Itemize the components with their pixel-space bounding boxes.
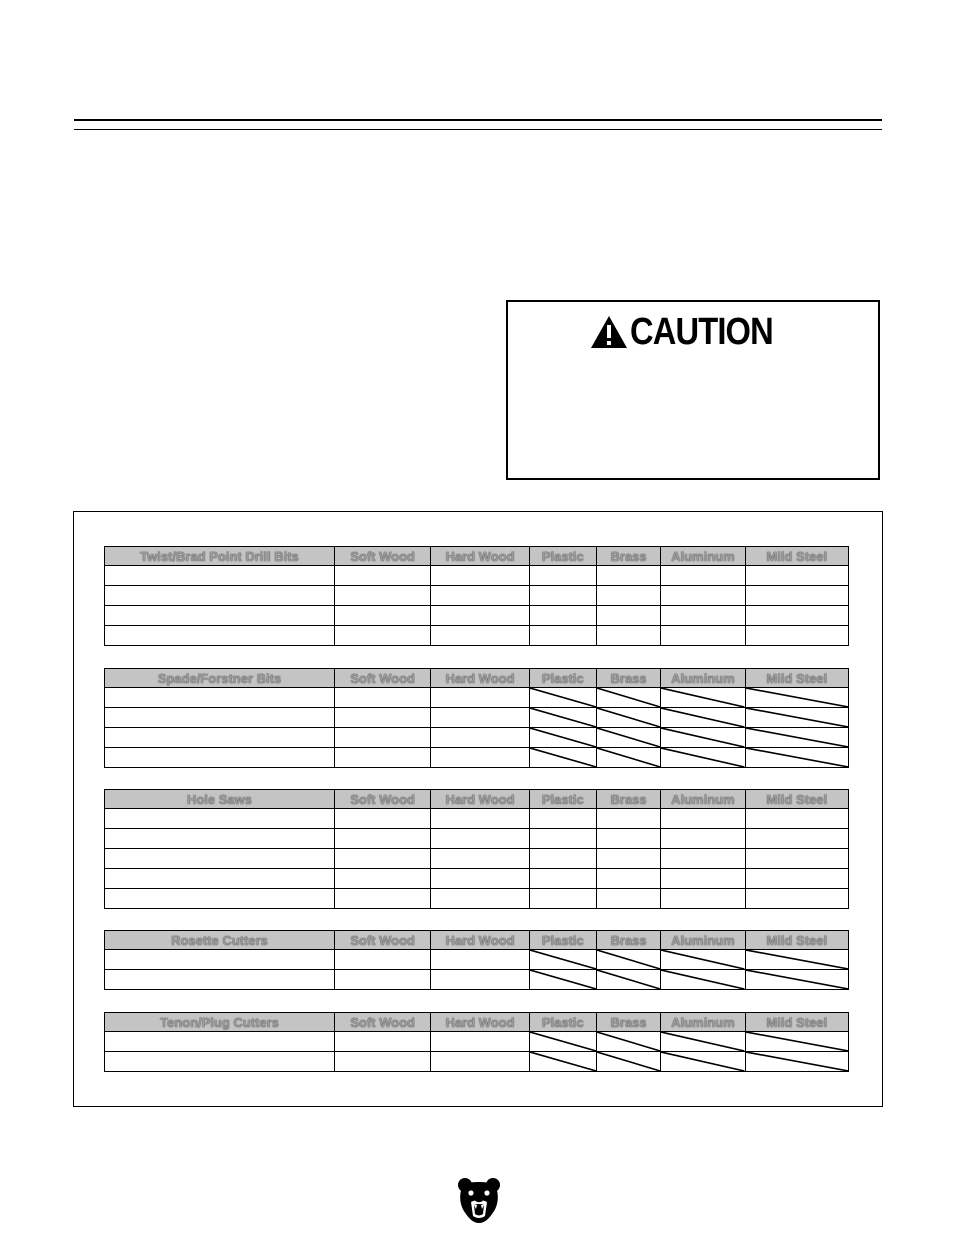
table-row: [105, 869, 849, 889]
table-cell: [529, 869, 596, 889]
table-row: [105, 829, 849, 849]
table-cell: [105, 1032, 335, 1052]
not-applicable-cell: [745, 728, 848, 748]
table-cell: [431, 626, 529, 646]
soft-wood-header: Soft Wood: [334, 790, 430, 809]
table-cell: [431, 809, 529, 829]
table-cell: [529, 606, 596, 626]
not-applicable-cell: [745, 748, 848, 768]
not-applicable-cell: [661, 688, 745, 708]
diagonal-slash-icon: [746, 970, 848, 989]
table-cell: [745, 626, 848, 646]
table-cell: [661, 626, 745, 646]
plastic-header: Plastic: [529, 790, 596, 809]
not-applicable-cell: [661, 970, 745, 990]
table-cell: [334, 748, 430, 768]
diagonal-slash-icon: [661, 748, 744, 767]
table-cell: [105, 566, 335, 586]
table-cell: [661, 566, 745, 586]
aluminum-header: Aluminum: [661, 1013, 745, 1032]
table-cell: [431, 849, 529, 869]
hard-wood-header: Hard Wood: [431, 931, 529, 950]
table-row: [105, 849, 849, 869]
table-row: [105, 586, 849, 606]
table-cell: [596, 586, 660, 606]
table-cell: [105, 748, 335, 768]
table-row: [105, 970, 849, 990]
table-cell: [334, 586, 430, 606]
table-cell: [529, 889, 596, 909]
table-cell: [431, 708, 529, 728]
table-cell: [334, 728, 430, 748]
table-cell: [431, 829, 529, 849]
not-applicable-cell: [745, 688, 848, 708]
table-row: [105, 1032, 849, 1052]
table-cell: [334, 566, 430, 586]
mild-steel-header: Mild Steel: [745, 790, 848, 809]
table-cell: [105, 970, 335, 990]
diagonal-slash-icon: [597, 708, 660, 727]
tool-type-header: Hole Saws: [105, 790, 335, 809]
table-cell: [661, 849, 745, 869]
table-cell: [105, 849, 335, 869]
diagonal-slash-icon: [746, 950, 848, 969]
mild-steel-header: Mild Steel: [745, 1013, 848, 1032]
plastic-header: Plastic: [529, 1013, 596, 1032]
table-row: [105, 1052, 849, 1072]
table-cell: [596, 829, 660, 849]
tool-type-header: Spade/Forstner Bits: [105, 669, 335, 688]
diagonal-slash-icon: [597, 970, 660, 989]
table-cell: [105, 829, 335, 849]
diagonal-slash-icon: [597, 688, 660, 707]
table-cell: [431, 586, 529, 606]
table-cell: [529, 849, 596, 869]
diagonal-slash-icon: [597, 1052, 660, 1071]
diagonal-slash-icon: [746, 748, 848, 767]
not-applicable-cell: [596, 970, 660, 990]
diagonal-slash-icon: [530, 950, 596, 969]
not-applicable-cell: [745, 1032, 848, 1052]
mild-steel-header: Mild Steel: [745, 931, 848, 950]
table-cell: [334, 970, 430, 990]
not-applicable-cell: [661, 1052, 745, 1072]
table-cell: [105, 809, 335, 829]
speed-table-4: [104, 930, 849, 990]
plastic-header: Plastic: [529, 931, 596, 950]
table-cell: [105, 626, 335, 646]
table-cell: [661, 586, 745, 606]
table-cell: [431, 1052, 529, 1072]
table-cell: [431, 970, 529, 990]
table-cell: [334, 708, 430, 728]
table-cell: [661, 869, 745, 889]
table-cell: [334, 849, 430, 869]
tool-type-header: Rosette Cutters: [105, 931, 335, 950]
not-applicable-cell: [596, 728, 660, 748]
not-applicable-cell: [529, 1052, 596, 1072]
table-cell: [529, 586, 596, 606]
aluminum-header: Aluminum: [661, 931, 745, 950]
table-cell: [745, 566, 848, 586]
diagonal-slash-icon: [530, 708, 596, 727]
table-cell: [105, 708, 335, 728]
not-applicable-cell: [661, 950, 745, 970]
diagonal-slash-icon: [661, 1052, 744, 1071]
table-cell: [529, 566, 596, 586]
aluminum-header: Aluminum: [661, 669, 745, 688]
brass-header: Brass: [596, 790, 660, 809]
table-cell: [529, 626, 596, 646]
table-cell: [334, 1052, 430, 1072]
not-applicable-cell: [745, 708, 848, 728]
brass-header: Brass: [596, 1013, 660, 1032]
table-cell: [334, 889, 430, 909]
diagonal-slash-icon: [746, 1052, 848, 1071]
diagonal-slash-icon: [661, 970, 744, 989]
not-applicable-cell: [745, 970, 848, 990]
table-cell: [105, 950, 335, 970]
diagonal-slash-icon: [530, 1052, 596, 1071]
not-applicable-cell: [529, 970, 596, 990]
diagonal-slash-icon: [530, 1032, 596, 1051]
soft-wood-header: Soft Wood: [334, 547, 430, 566]
table-cell: [529, 809, 596, 829]
table-cell: [431, 950, 529, 970]
table-cell: [431, 1032, 529, 1052]
diagonal-slash-icon: [597, 1032, 660, 1051]
not-applicable-cell: [596, 708, 660, 728]
not-applicable-cell: [596, 748, 660, 768]
not-applicable-cell: [596, 1052, 660, 1072]
not-applicable-cell: [745, 950, 848, 970]
table-cell: [105, 869, 335, 889]
hard-wood-header: Hard Wood: [431, 669, 529, 688]
table-cell: [745, 869, 848, 889]
table-cell: [596, 626, 660, 646]
diagonal-slash-icon: [530, 728, 596, 747]
soft-wood-header: Soft Wood: [334, 1013, 430, 1032]
table-cell: [596, 869, 660, 889]
table-cell: [334, 1032, 430, 1052]
table-row: [105, 688, 849, 708]
warning-triangle-icon: [590, 315, 628, 349]
tool-type-header: Twist/Brad Point Drill Bits: [105, 547, 335, 566]
table-cell: [661, 809, 745, 829]
table-cell: [661, 606, 745, 626]
table-cell: [661, 889, 745, 909]
not-applicable-cell: [596, 688, 660, 708]
diagonal-slash-icon: [746, 728, 848, 747]
not-applicable-cell: [529, 1032, 596, 1052]
table-cell: [529, 829, 596, 849]
table-row: [105, 950, 849, 970]
table-cell: [745, 829, 848, 849]
brass-header: Brass: [596, 669, 660, 688]
not-applicable-cell: [596, 1032, 660, 1052]
table-row: [105, 748, 849, 768]
table-cell: [105, 1052, 335, 1072]
table-cell: [105, 688, 335, 708]
diagonal-slash-icon: [746, 708, 848, 727]
table-cell: [745, 606, 848, 626]
not-applicable-cell: [661, 1032, 745, 1052]
speed-table-2: [104, 668, 849, 768]
hard-wood-header: Hard Wood: [431, 790, 529, 809]
caution-box: [506, 300, 880, 480]
table-cell: [334, 688, 430, 708]
not-applicable-cell: [529, 950, 596, 970]
table-cell: [431, 606, 529, 626]
not-applicable-cell: [529, 728, 596, 748]
table-row: [105, 606, 849, 626]
table-row: [105, 889, 849, 909]
diagonal-slash-icon: [530, 748, 596, 767]
diagonal-slash-icon: [661, 688, 744, 707]
table-cell: [596, 606, 660, 626]
caution-header: [508, 310, 878, 354]
diagonal-slash-icon: [661, 708, 744, 727]
table-row: [105, 566, 849, 586]
header-rule-thick: [74, 119, 882, 121]
table-cell: [431, 728, 529, 748]
table-cell: [431, 566, 529, 586]
table-cell: [105, 606, 335, 626]
table-cell: [334, 809, 430, 829]
table-cell: [105, 728, 335, 748]
table-cell: [105, 586, 335, 606]
header-rule-thin: [74, 129, 882, 130]
caution-title: CAUTION: [629, 311, 773, 353]
speed-table-1: [104, 546, 849, 646]
plastic-header: Plastic: [529, 547, 596, 566]
table-cell: [661, 829, 745, 849]
not-applicable-cell: [529, 688, 596, 708]
brass-header: Brass: [596, 547, 660, 566]
soft-wood-header: Soft Wood: [334, 931, 430, 950]
table-row: [105, 626, 849, 646]
table-cell: [431, 748, 529, 768]
not-applicable-cell: [529, 708, 596, 728]
not-applicable-cell: [529, 748, 596, 768]
speed-table-3: [104, 789, 849, 909]
table-cell: [334, 829, 430, 849]
brass-header: Brass: [596, 931, 660, 950]
table-cell: [334, 950, 430, 970]
table-cell: [596, 849, 660, 869]
grizzly-bear-logo-icon: [456, 1176, 502, 1224]
table-cell: [334, 606, 430, 626]
not-applicable-cell: [745, 1052, 848, 1072]
diagonal-slash-icon: [661, 728, 744, 747]
table-cell: [745, 586, 848, 606]
not-applicable-cell: [661, 708, 745, 728]
table-cell: [745, 809, 848, 829]
diagonal-slash-icon: [597, 728, 660, 747]
table-cell: [431, 889, 529, 909]
table-cell: [334, 869, 430, 889]
table-cell: [105, 889, 335, 909]
diagonal-slash-icon: [530, 688, 596, 707]
speed-table-5: [104, 1012, 849, 1072]
mild-steel-header: Mild Steel: [745, 547, 848, 566]
diagonal-slash-icon: [746, 1032, 848, 1051]
not-applicable-cell: [661, 748, 745, 768]
table-cell: [596, 566, 660, 586]
table-cell: [745, 849, 848, 869]
diagonal-slash-icon: [661, 950, 744, 969]
table-cell: [596, 889, 660, 909]
table-cell: [431, 688, 529, 708]
plastic-header: Plastic: [529, 669, 596, 688]
hard-wood-header: Hard Wood: [431, 547, 529, 566]
diagonal-slash-icon: [661, 1032, 744, 1051]
table-cell: [334, 626, 430, 646]
table-cell: [596, 809, 660, 829]
table-row: [105, 809, 849, 829]
table-cell: [745, 889, 848, 909]
soft-wood-header: Soft Wood: [334, 669, 430, 688]
tool-type-header: Tenon/Plug Cutters: [105, 1013, 335, 1032]
aluminum-header: Aluminum: [661, 790, 745, 809]
diagonal-slash-icon: [746, 688, 848, 707]
aluminum-header: Aluminum: [661, 547, 745, 566]
mild-steel-header: Mild Steel: [745, 669, 848, 688]
table-cell: [431, 869, 529, 889]
not-applicable-cell: [596, 950, 660, 970]
table-row: [105, 708, 849, 728]
hard-wood-header: Hard Wood: [431, 1013, 529, 1032]
diagonal-slash-icon: [597, 748, 660, 767]
diagonal-slash-icon: [530, 970, 596, 989]
diagonal-slash-icon: [597, 950, 660, 969]
not-applicable-cell: [661, 728, 745, 748]
table-row: [105, 728, 849, 748]
